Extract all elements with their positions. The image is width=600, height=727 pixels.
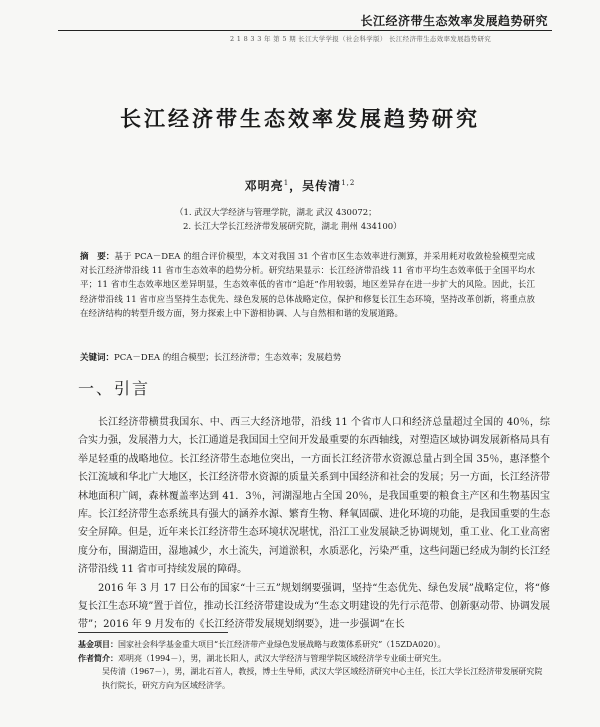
footnote-label: 基金项目：	[78, 639, 118, 649]
author-name: 吴传清	[302, 179, 342, 193]
footnote	[78, 638, 550, 652]
footnote-text: 邓明亮（1994－），男，湖北长阳人，武汉大学经济与管理学院区域经济学专业硕士研究生。	[118, 653, 447, 663]
author-affil-mark: 1	[283, 179, 290, 187]
footnote-text: 吴传清（1967－），男，湖北石首人，教授，博士生导师，武汉大学区域经济研究中心主任，长江大学长江经济带发展研究院执行院长，研究方向为区域经济学。	[102, 667, 543, 690]
abstract-text: 基于 PCA－DEA 的组合评价模型，本文对我国 31 个省市区生态效率进行测算，并采用耗对收敛检验模型完成对长江经济带沿线 11 省市生态效率的趋势分析。研究结果显示：长江经济带沿线 11 省市平均生态效率低于全国平均水平；11 省市生态效率地区差异明显，生态效率低的省市“追赶”作用较弱，地区差异存在进一步扩大的风险。因此，长江经济带沿线 11 省市应当坚持生态优先、绿色发展的总体战略定位，保护和修复长江生态环境，坚持改革创新，将重点放在经济结构的转型升级方面，努力探索上中下游相协调、人与自然相和谐的发展道路。	[80, 252, 535, 319]
keywords	[80, 351, 535, 363]
footnote-rule	[78, 632, 228, 633]
footnote-text: 国家社会科学基金重大项目“长江经济带产业绿色发展战略与政策体系研究”（15ZDA020）。	[118, 640, 446, 649]
paper-title: 长江经济带生态效率发展趋势研究	[120, 106, 480, 131]
footnotes	[78, 638, 550, 692]
abstract	[80, 250, 535, 321]
author-name: 邓明亮	[244, 179, 284, 193]
affiliations	[175, 206, 402, 234]
author-line: 邓明亮$^1$，吴传清$^{1,2}$	[244, 179, 356, 193]
footnote	[78, 665, 550, 692]
affiliation-line: （1. 武汉大学经济与管理学院，湖北 武汉 430072；	[175, 208, 377, 218]
header-meta: 2 1 8 3 3 年 第 5 期 长江大学学报（社会科学版） 长江经济带生态效率发展趋势研究	[230, 35, 492, 43]
author-affil-mark: 1,2	[341, 179, 356, 187]
abstract-label: 摘 要：	[80, 252, 115, 262]
keywords-label: 关键词：	[80, 353, 115, 363]
affiliation-line: 2. 长江大学长江经济带发展研究院，湖北 荆州 434100）	[183, 222, 402, 232]
footnote	[78, 652, 550, 666]
keywords-text: PCA－DEA 的组合模型；长江经济带；生态效率；发展趋势	[114, 353, 342, 363]
footnote-label: 作者简介：	[78, 652, 118, 663]
body-text	[78, 414, 550, 635]
body-paragraph: 长江经济带横贯我国东、中、西三大经济地带，沿线 11 个省市人口和经济总量超过全国的 40％，综合实力强，发展潜力大，长江通道是我国国土空间开发最重要的东西轴线，对塑造区域协调发展新格局具有举足轻重的战略地位。长江经济带生态地位突出，一方面长江经济带水资源总量占到全国 35％，惠泽整个长江流域和华北广大地区，长江经济带水资源的质量关系到中国经济和社会的发展；另一方面，长江经济带林地面积广阔，森林覆盖率达到 41．3％，河湖湿地占全国 20％，是我国重要的粮食主产区和生物基因宝库。长江经济带生态系统具有强大的涵养水源、繁育生物、释氧固碳、进化环境的功能，是我国重要的生态安全屏障。但是，近年来长江经济带生态环境状况堪忧，沿江工业发展缺乏协调规划，重工业、化工业高密度分布，围湖造田，湿地减少，水土流失，河道淤积，水质恶化，污染严重，这些问题已经成为制约长江经济带沿线 11 省市可持续发展的障碍。	[78, 417, 550, 576]
header-rule	[58, 30, 552, 31]
running-head: 长江经济带生态效率发展趋势研究	[360, 14, 548, 28]
section-heading: 一、引言	[78, 379, 151, 398]
body-paragraph: 2016 年 3 月 17 日公布的国家“十三五”规划纲要强调，坚持“生态优先、绿色发展”战略定位，将“修复长江生态环境”置于首位，推动长江经济带建设成为“生态文明建设的先行示范带、创新驱动带、协调发展带”；2016 年 9 月发布的《长江经济带发展规划纲要》，进一步强调“在长	[78, 582, 550, 631]
